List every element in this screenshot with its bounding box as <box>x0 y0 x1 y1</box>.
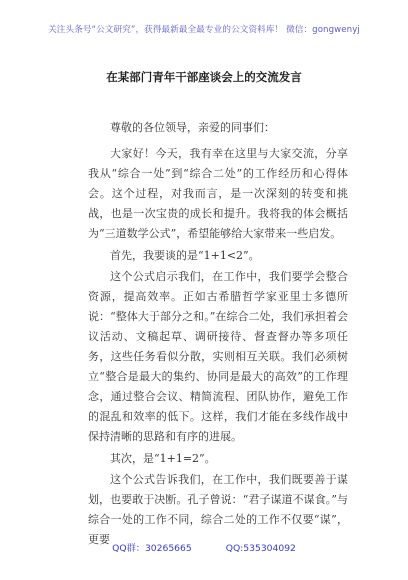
salutation: 尊敬的各位领导，亲爱的同事们： <box>110 121 275 134</box>
document-title: 在某部门青年干部座谈会上的交流发言 <box>106 70 302 84</box>
footer-qq-group: QQ群：30265665 <box>112 543 192 554</box>
paragraph-point-1: 首先，我要谈的是“1+1<2”。 <box>110 248 260 262</box>
paragraph-point-1-detail: 这个公式启示我们，在工作中，我们要学会整合资源，提高效率。正如古希腊哲学家亚里士多德所说：“整体大于部分之和。”在综合二处，我们承担着会议活动、文稿起草、调研接待、督查督办等多项任务，这些任务看似分散，实则相互关联。我们必须树立“整合是最大的集约、协同是最大的高效”的工作理念，通过整合会议、精简流程、团队协作，避免工作的混乱和效率的低下。这样，我们才能在多线作战中保持清晰的思路和有序的进展。 <box>88 269 348 444</box>
footer-contact <box>0 540 408 554</box>
paragraph-intro: 大家好！今天，我有幸在这里与大家交流，分享我从“综合一处”到“综合二处”的工作经历和心得体会。这个过程，对我而言，是一次深刻的转变和挑战，也是一次宝贵的成长和提升。我将我的体会概括为“三道数学公式”，希望能够给大家带来一些启发。 <box>88 147 348 241</box>
document-body <box>88 118 348 550</box>
paragraph-point-2: 其次，是“1+1=2”。 <box>110 451 216 465</box>
paragraph-point-2-detail: 这个公式告诉我们，在工作中，我们既要善于谋划，也要敢于决断。孔子曾说：“君子谋道不谋食。”与综合一处的工作不同，综合二处的工作不仅要“谋”，更要 <box>88 472 348 546</box>
header-promo-note: 关注头条号“公文研究”，获得最新最全最专业的公文资料库！ 微信：gongwenyj <box>48 25 360 35</box>
footer-qq: QQ:535304092 <box>225 543 296 554</box>
